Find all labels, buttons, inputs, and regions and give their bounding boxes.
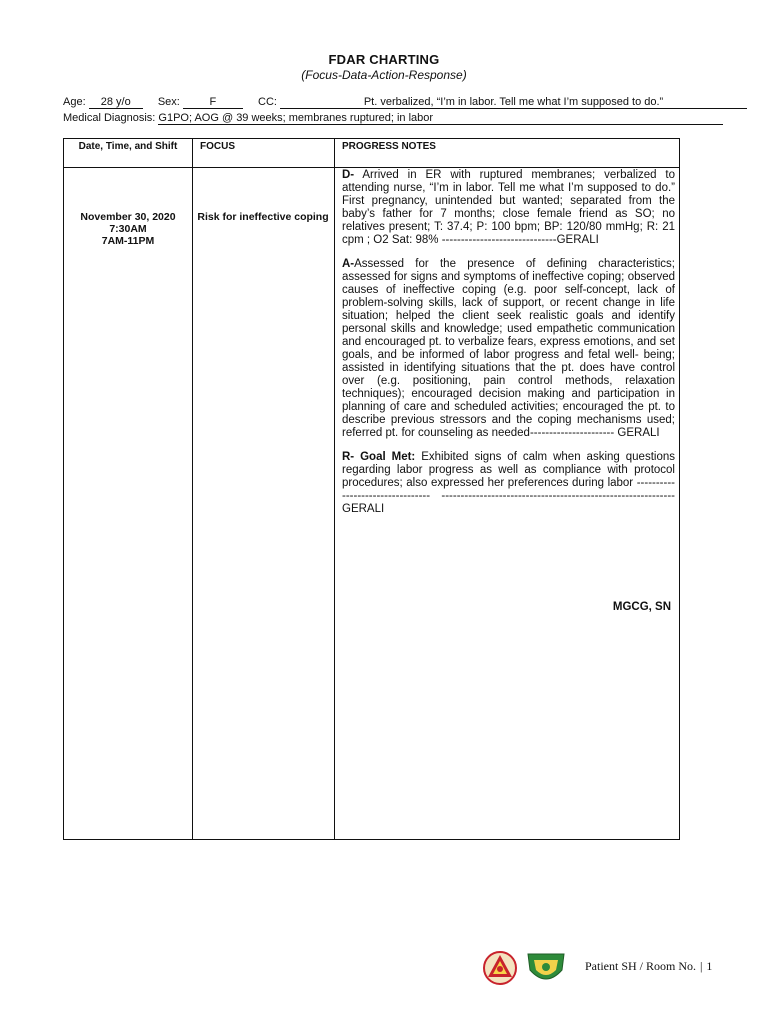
note-response (342, 451, 675, 516)
footer-page-info (585, 959, 712, 974)
note-action-text: Assessed for the presence of defining characteristics; assessed for signs and symptoms of ineffective coping; observed causes of ineffective coping (e.g. poor self-concept, lack of problem-solving skills, lack of support, or recent change in life situation; helped the client seek realistic goals and identify personal skills and knowledge; used empathetic communication and encouraged pt. to verbalize fears, express emotions, and set goals, and be informed of labor progress and fetal well- being; assisted in identifying situations that the pt. does have control over (e.g. positioning, pain control methods, relaxation techniques); encouraged decision making and participation in planning of care and scheduled activities; encouraged the pt. to describe previous stressors and the coping mechanisms used; referred pt. for counseling as needed---------------------- GERALI (342, 258, 675, 439)
note-data (342, 169, 675, 247)
header-date-time-shift: Date, Time, and Shift (78, 141, 178, 152)
sex-value: F (183, 96, 243, 109)
diagnosis-value: G1PO; AOG @ 39 weeks; membranes ruptured; in labor (158, 112, 723, 125)
note-action (342, 258, 675, 440)
footer-separator: | (700, 959, 703, 973)
note-data-prefix: D- (342, 169, 355, 181)
entry-shift: 7AM-11PM (101, 235, 155, 247)
cc-value: Pt. verbalized, “I’m in labor. Tell me what I’m supposed to do.” (280, 96, 747, 109)
sex-label: Sex: (157, 96, 180, 108)
note-action-prefix: A- (342, 258, 355, 270)
note-response-prefix: R- Goal Met: (342, 451, 416, 463)
age-label: Age: (63, 96, 86, 108)
header-progress-notes: PROGRESS NOTES (342, 141, 436, 152)
patient-info-line (63, 96, 747, 109)
document-title: FDAR CHARTING (328, 52, 440, 67)
page-number: 1 (706, 959, 713, 973)
note-data-text: Arrived in ER with ruptured membranes; verbalized to attending nurse, “I’m in labor. Tell me what I’m supposed to do.” First pregnancy, unintended but wanted; separated from the baby’s father for 7 months; close female friend as SO; no relatives present; T: 37.4; P: 100 bpm; BP: 120/80 mmHg; R: 21 cpm ; O2 Sat: 98% ------------------------------GERALI (342, 169, 675, 246)
footer-logos (480, 948, 570, 988)
entry-focus: Risk for ineffective coping (197, 211, 329, 223)
diagnosis-label: Medical Diagnosis: (63, 112, 156, 124)
document-subtitle: (Focus-Data-Action-Response) (301, 68, 467, 82)
patient-room-label: Patient SH / Room No. (585, 959, 697, 973)
cc-label: CC: (258, 96, 277, 108)
entry-time: 7:30AM (109, 223, 147, 235)
age-value: 28 y/o (89, 96, 143, 109)
note-response-text: Exhibited signs of calm when asking questions regarding labor progress as well as compliance with protocol procedures; also expressed her preferences during labor --------------------------------- -------------------------------------------------------------GERALI (342, 451, 675, 515)
entry-date-time-shift (64, 211, 192, 247)
fdar-table (63, 138, 680, 840)
nurse-signature: MGCG, SN (612, 601, 671, 613)
college-seal-icon (524, 948, 568, 988)
entry-date: November 30, 2020 (80, 211, 176, 223)
diagnosis-line (63, 112, 723, 125)
progress-notes (342, 169, 675, 527)
header-focus: FOCUS (200, 141, 235, 152)
